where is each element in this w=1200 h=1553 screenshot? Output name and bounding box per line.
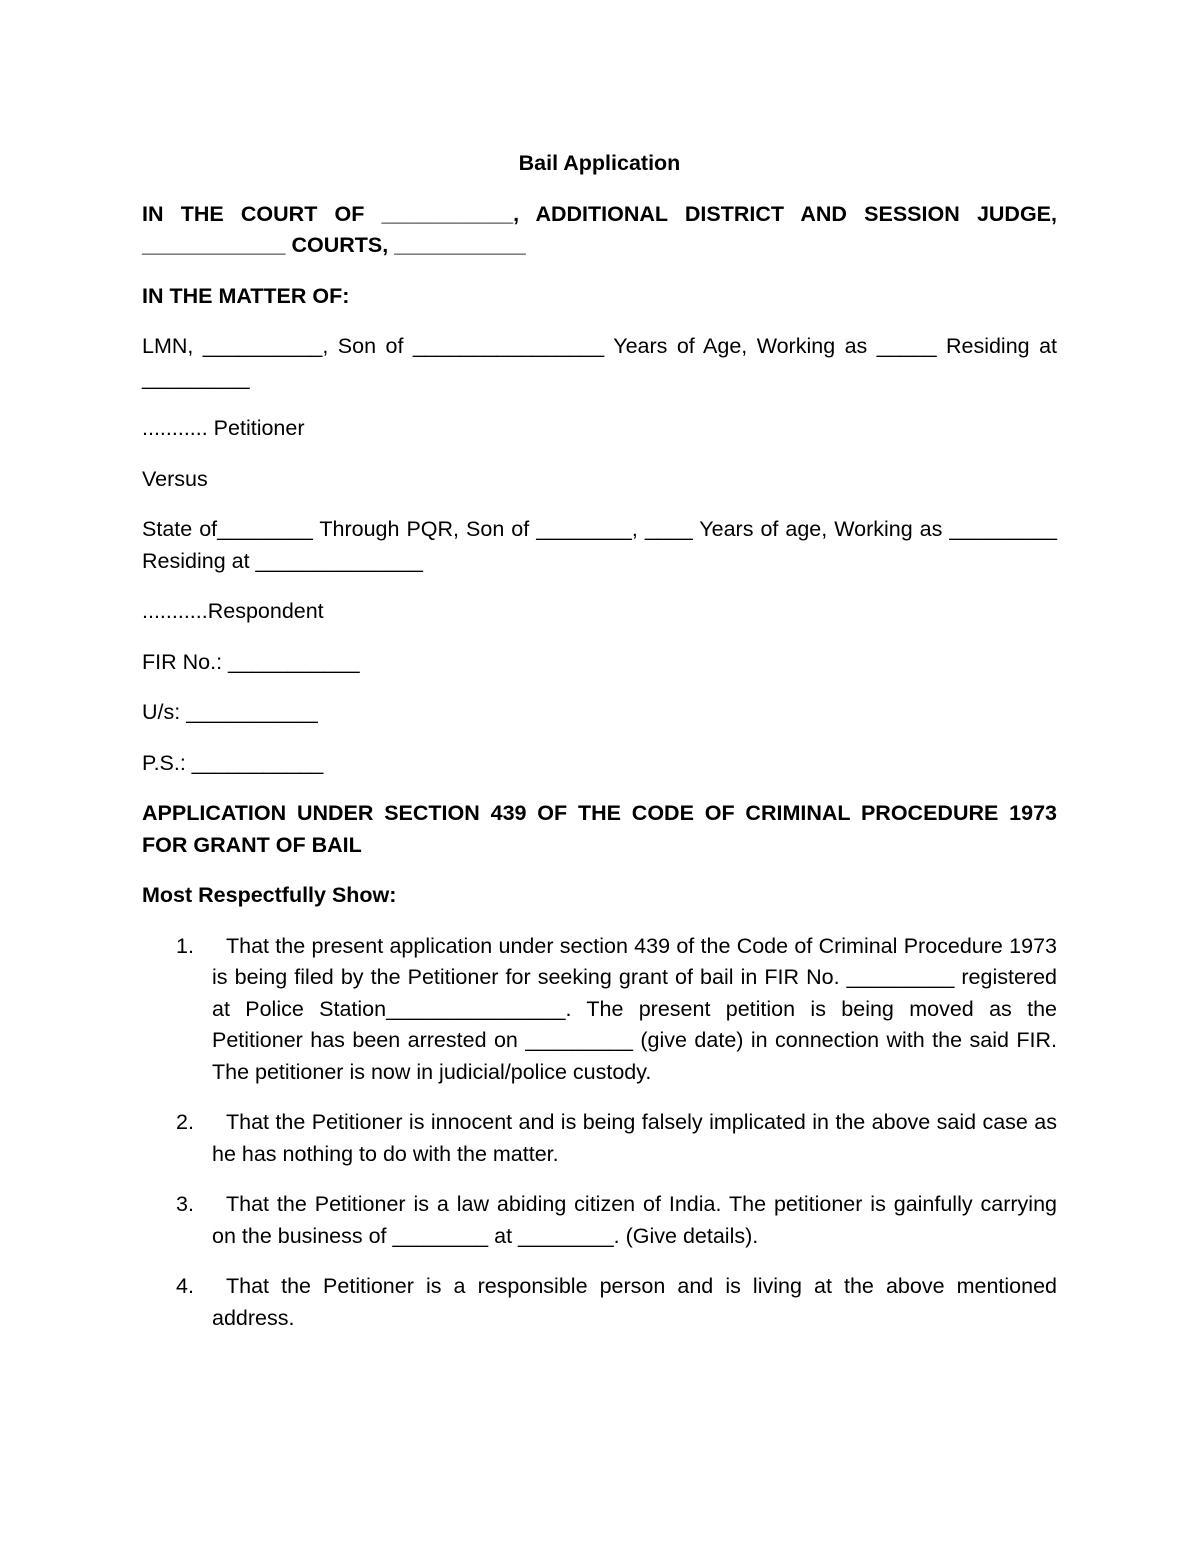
document-page — [142, 148, 1057, 1353]
respondent-details: State of________ Through PQR, Son of ________, ____ Years of age, Working as _________ Residing at ______________ — [142, 517, 1057, 573]
list-item-number: 4. — [176, 1274, 194, 1298]
show-heading: Most Respectfully Show: — [142, 883, 397, 907]
list-item — [142, 1271, 1057, 1334]
list-item-text: That the present application under section 439 of the Code of Criminal Procedure 1973 is being filed by the Petitioner for seeking grant of bail in FIR No. _________ registered at Police Station_______________. The present petition is being moved as the Petitioner has been arrested on _________ (give date) in connection with the said FIR. The petitioner is now in judicial/police custody. — [212, 933, 1057, 1084]
list-item — [142, 931, 1057, 1089]
petitioner-details: LMN, __________, Son of ________________ Years of Age, Working as _____ Residing at _________ — [142, 334, 1057, 390]
matter-heading: IN THE MATTER OF: — [142, 283, 350, 308]
respondent-label: ...........Respondent — [142, 599, 324, 623]
list-item — [142, 1189, 1057, 1252]
list-item-text: That the Petitioner is a law abiding citizen of India. The petitioner is gainfully carrying on the business of ________ at ________. (Give details). — [212, 1192, 1057, 1248]
versus-text: Versus — [142, 466, 208, 491]
list-item-text: That the Petitioner is a responsible person and is living at the above mentioned address. — [212, 1274, 1057, 1330]
list-item-text: That the Petitioner is innocent and is being falsely implicated in the above said case as he has nothing to do with the matter. — [212, 1110, 1057, 1166]
document-title: Bail Application — [518, 151, 681, 175]
list-item-number: 2. — [176, 1110, 194, 1134]
fir-number-field: FIR No.: ___________ — [142, 649, 360, 674]
numbered-list — [142, 931, 1057, 1335]
police-station-field: P.S.: ___________ — [142, 750, 324, 775]
petitioner-label: ........... Petitioner — [142, 416, 305, 440]
application-heading: APPLICATION UNDER SECTION 439 OF THE CODE OF CRIMINAL PROCEDURE 1973 FOR GRANT OF BAIL — [142, 801, 1057, 857]
under-section-field: U/s: ___________ — [142, 700, 318, 724]
list-item — [142, 1107, 1057, 1170]
court-line: IN THE COURT OF ___________, ADDITIONAL DISTRICT AND SESSION JUDGE, ____________ COURTS, ___________ — [142, 201, 1057, 257]
list-item-number: 1. — [176, 933, 194, 958]
list-item-number: 3. — [176, 1192, 194, 1216]
